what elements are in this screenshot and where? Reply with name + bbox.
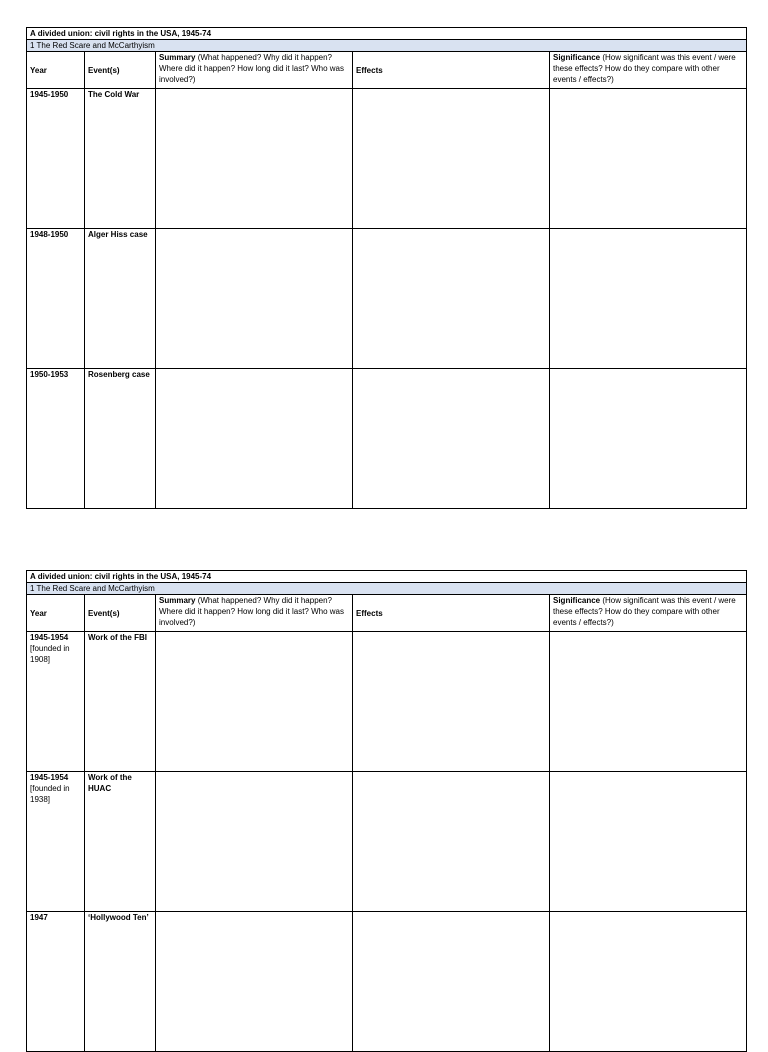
significance-cell[interactable] <box>550 912 747 1052</box>
effects-cell[interactable] <box>353 632 550 772</box>
significance-header <box>550 595 747 632</box>
significance-header-prompt: (How significant was this event / were these effects? How do they compare with other events / effects?) <box>553 596 736 627</box>
event-cell: ‘Hollywood Ten’ <box>85 912 156 1052</box>
table-row <box>27 89 747 229</box>
summary-cell[interactable] <box>156 229 353 369</box>
effects-cell[interactable] <box>353 772 550 912</box>
effects-cell[interactable] <box>353 369 550 509</box>
table-row <box>27 772 747 912</box>
summary-cell[interactable] <box>156 912 353 1052</box>
year-cell <box>27 632 85 772</box>
year-cell <box>27 229 85 369</box>
significance-cell[interactable] <box>550 369 747 509</box>
worksheet-table-1 <box>26 27 747 509</box>
year-cell <box>27 89 85 229</box>
significance-header <box>550 52 747 89</box>
summary-header-label: Summary <box>159 596 196 605</box>
effects-cell[interactable] <box>353 229 550 369</box>
year-value: 1945-1954 <box>30 773 69 782</box>
significance-cell[interactable] <box>550 772 747 912</box>
table-title: A divided union: civil rights in the USA, 1945-74 <box>27 571 747 583</box>
significance-cell[interactable] <box>550 632 747 772</box>
summary-cell[interactable] <box>156 772 353 912</box>
year-cell <box>27 369 85 509</box>
significance-cell[interactable] <box>550 89 747 229</box>
table-row <box>27 369 747 509</box>
event-cell: Work of the HUAC <box>85 772 156 912</box>
significance-header-label: Significance <box>553 596 601 605</box>
header-row <box>27 595 747 632</box>
summary-cell[interactable] <box>156 632 353 772</box>
year-value: 1945-1954 <box>30 633 69 642</box>
year-header: Year <box>27 52 85 89</box>
event-cell: The Cold War <box>85 89 156 229</box>
summary-header-label: Summary <box>159 53 196 62</box>
event-cell: Rosenberg case <box>85 369 156 509</box>
section-heading: 1 The Red Scare and McCarthyism <box>27 40 747 52</box>
section-heading: 1 The Red Scare and McCarthyism <box>27 583 747 595</box>
year-value: 1945-1950 <box>30 90 69 99</box>
year-cell <box>27 772 85 912</box>
year-value: 1947 <box>30 913 48 922</box>
worksheet-table-2 <box>26 570 747 1052</box>
effects-cell[interactable] <box>353 912 550 1052</box>
significance-header-label: Significance <box>553 53 601 62</box>
summary-header <box>156 52 353 89</box>
summary-cell[interactable] <box>156 89 353 229</box>
summary-header-prompt: (What happened? Why did it happen? Where did it happen? How long did it last? Who was involved?) <box>159 53 344 84</box>
events-header: Event(s) <box>85 595 156 632</box>
year-value: 1950-1953 <box>30 370 69 379</box>
event-cell: Work of the FBI <box>85 632 156 772</box>
year-value: 1948-1950 <box>30 230 69 239</box>
effects-cell[interactable] <box>353 89 550 229</box>
significance-cell[interactable] <box>550 229 747 369</box>
significance-header-prompt: (How significant was this event / were these effects? How do they compare with other events / effects?) <box>553 53 736 84</box>
table-row <box>27 632 747 772</box>
table-title: A divided union: civil rights in the USA, 1945-74 <box>27 28 747 40</box>
summary-cell[interactable] <box>156 369 353 509</box>
year-founded-note: [founded in 1908] <box>30 644 70 664</box>
events-header: Event(s) <box>85 52 156 89</box>
table-row <box>27 912 747 1052</box>
year-founded-note: [founded in 1938] <box>30 784 70 804</box>
event-cell: Alger Hiss case <box>85 229 156 369</box>
year-header: Year <box>27 595 85 632</box>
effects-header: Effects <box>353 52 550 89</box>
table-row <box>27 229 747 369</box>
summary-header <box>156 595 353 632</box>
year-cell <box>27 912 85 1052</box>
summary-header-prompt: (What happened? Why did it happen? Where did it happen? How long did it last? Who was involved?) <box>159 596 344 627</box>
effects-header: Effects <box>353 595 550 632</box>
header-row <box>27 52 747 89</box>
